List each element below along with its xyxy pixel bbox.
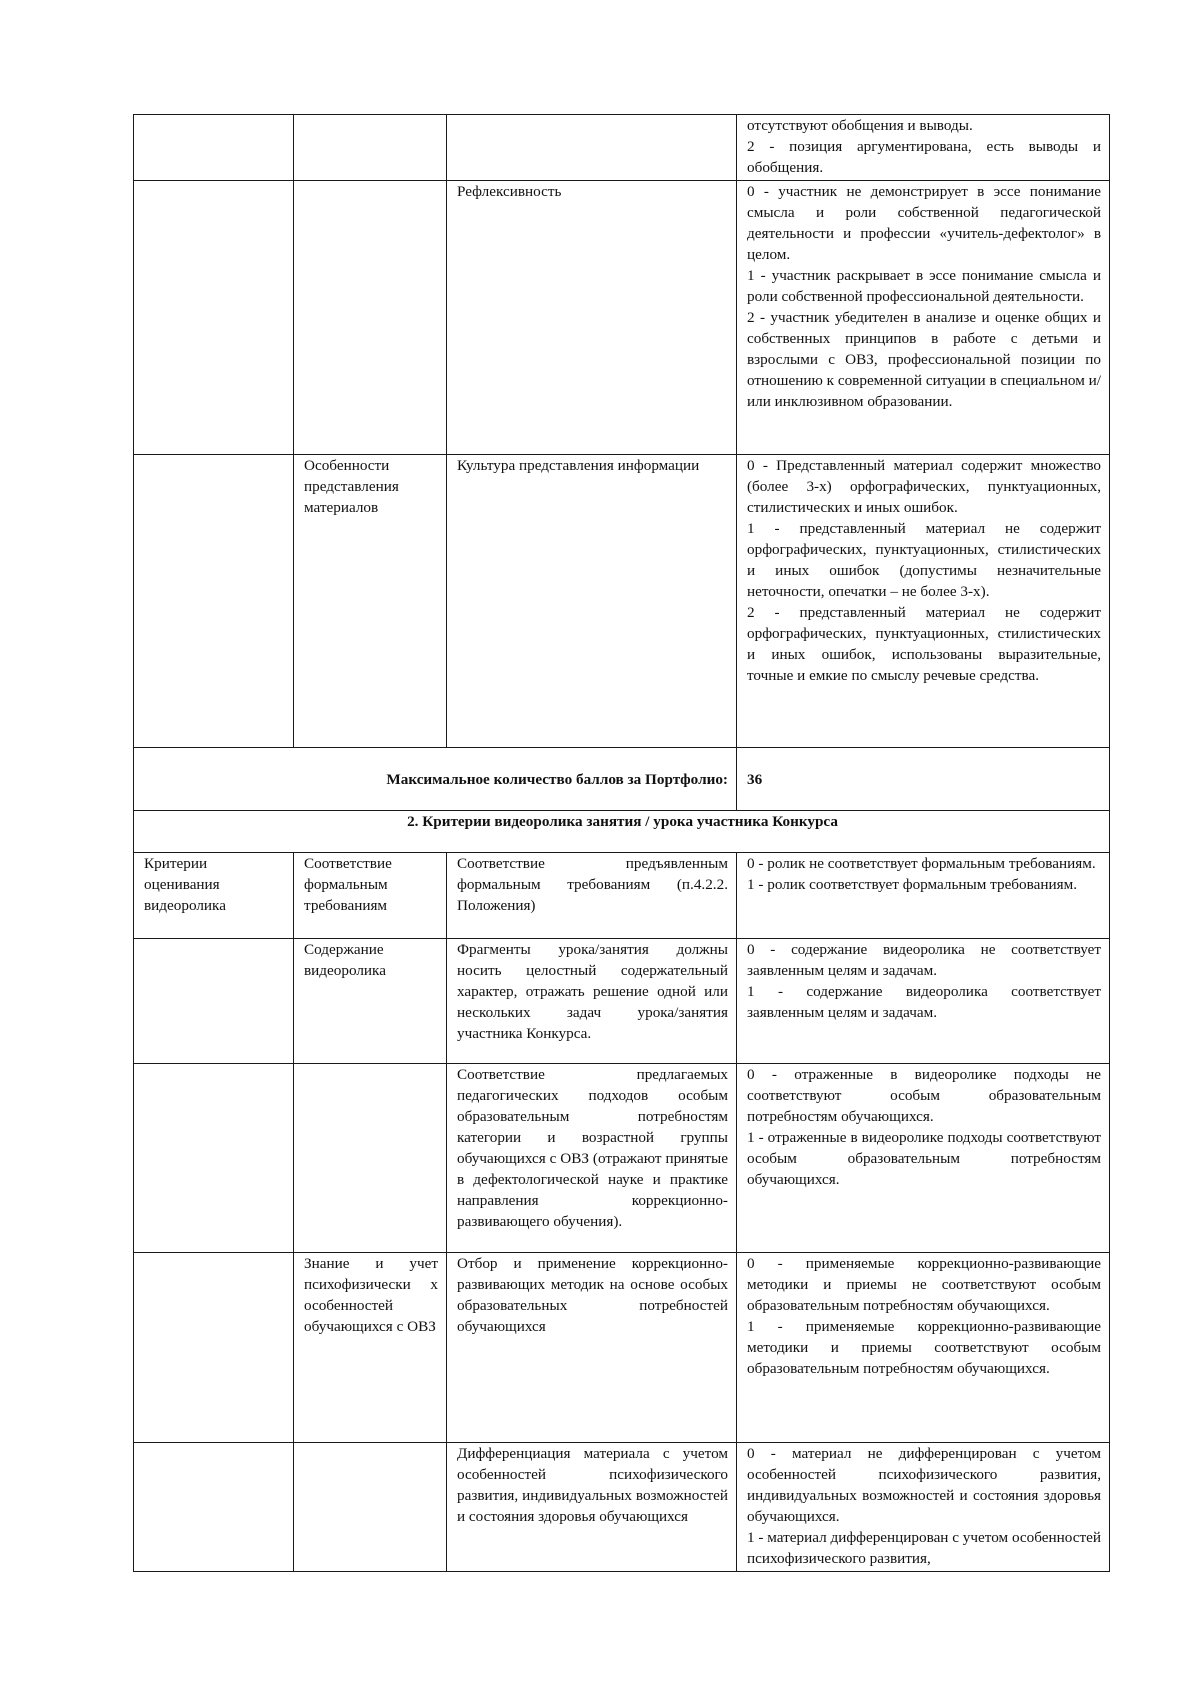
scores-cell: [737, 1253, 1110, 1443]
score-line: 0 - участник не демонстрирует в эссе понимание смысла и роли собственной педагогической деятельности и профессии «учитель-дефектолог» в целом.: [747, 183, 1101, 263]
criteria-cell: [134, 1253, 294, 1443]
indicator-cell: Соответствие формальным требованиям: [294, 853, 447, 939]
max-points-value: 36: [737, 748, 1110, 811]
score-line: 1 - содержание видеоролика соответствует заявленным целям и задачам.: [747, 983, 1101, 1021]
score-line: 0 - содержание видеоролика не соответствует заявленным целям и задачам.: [747, 941, 1101, 979]
max-points-row: [134, 748, 1110, 811]
score-line: 1 - применяемые коррекционно-развивающие методики и приемы соответствуют особым образовательным потребностям обучающихся.: [747, 1318, 1101, 1377]
parameter-cell: Дифференциация материала с учетом особенностей психофизического развития, индивидуальных возможностей и состояния здоровья обучающихся: [447, 1443, 737, 1572]
score-line: 1 - представленный материал не содержит орфографических, пунктуационных, стилистических и иных ошибок (допустимы незначительные неточности, опечатки – не более 3-х).: [747, 520, 1101, 600]
scores-cell: [737, 455, 1110, 748]
score-line: 1 - участник раскрывает в эссе понимание смысла и роли собственной профессиональной деятельности.: [747, 267, 1101, 305]
section-title: 2. Критерии видеоролика занятия / урока участника Конкурса: [134, 811, 1110, 853]
score-line: 1 - отраженные в видеоролике подходы соответствуют особым образовательным потребностям обучающихся.: [747, 1129, 1101, 1188]
score-line: 1 - ролик соответствует формальным требованиям.: [747, 876, 1077, 893]
table-row: [134, 1064, 1110, 1253]
score-line: 2 - участник убедителен в анализе и оценке общих и собственных принципов в работе с детьми и взрослыми с ОВЗ, профессиональной позиции по отношению к современной ситуации в специальном и/или инклюзивном образовании.: [747, 309, 1101, 410]
score-line: 0 - Представленный материал содержит множество (более 3-х) орфографических, пунктуационных, стилистических и иных ошибок.: [747, 457, 1101, 516]
score-line: 0 - материал не дифференцирован с учетом особенностей психофизического развития, индивидуальных возможностей и состояния здоровья обучающихся.: [747, 1445, 1101, 1525]
criteria-cell: [134, 1064, 294, 1253]
section-title-row: [134, 811, 1110, 853]
indicator-cell: [294, 1443, 447, 1572]
criteria-table: [133, 114, 1110, 1572]
table-row: [134, 181, 1110, 455]
scores-cell: [737, 853, 1110, 939]
scores-cell: [737, 115, 1110, 181]
indicator-cell: Особенности представления материалов: [294, 455, 447, 748]
score-line: отсутствуют обобщения и выводы.: [747, 117, 973, 134]
table-row: [134, 939, 1110, 1064]
score-line: 0 - ролик не соответствует формальным требованиям.: [747, 855, 1096, 872]
criteria-cell: [134, 181, 294, 455]
score-line: 2 - позиция аргументирована, есть выводы и обобщения.: [747, 138, 1101, 176]
criteria-cell: [134, 115, 294, 181]
score-line: 1 - материал дифференцирован с учетом особенностей психофизического развития,: [747, 1529, 1101, 1567]
score-line: 0 - применяемые коррекционно-развивающие методики и приемы не соответствуют особым образовательным потребностям обучающихся.: [747, 1255, 1101, 1314]
table-row: [134, 1443, 1110, 1572]
table-row: [134, 115, 1110, 181]
table-row: [134, 853, 1110, 939]
max-points-label: Максимальное количество баллов за Портфолио:: [134, 748, 737, 811]
parameter-cell: Соответствие предлагаемых педагогических подходов особым образовательным потребностям категории и возрастной группы обучающихся с ОВЗ (отражают принятые в дефектологической науке и практике направления коррекционно-развивающего обучения).: [447, 1064, 737, 1253]
scores-cell: [737, 181, 1110, 455]
criteria-cell: [134, 939, 294, 1064]
parameter-cell: [447, 115, 737, 181]
indicator-cell: [294, 115, 447, 181]
indicator-cell: [294, 1064, 447, 1253]
score-line: 2 - представленный материал не содержит орфографических, пунктуационных, стилистических и иных ошибок, использованы выразительные, точные и емкие по смыслу речевые средства.: [747, 604, 1101, 684]
score-line: 0 - отраженные в видеоролике подходы не соответствуют особым образовательным потребностям обучающихся.: [747, 1066, 1101, 1125]
scores-cell: [737, 1064, 1110, 1253]
parameter-cell: Фрагменты урока/занятия должны носить целостный содержательный характер, отражать решение одной или нескольких задач урока/занятия участника Конкурса.: [447, 939, 737, 1064]
criteria-cell: Критерии оценивания видеоролика: [134, 853, 294, 939]
indicator-cell: Знание и учет психофизически х особенностей обучающихся с ОВЗ: [294, 1253, 447, 1443]
parameter-cell: Рефлексивность: [447, 181, 737, 455]
parameter-cell: Отбор и применение коррекционно-развивающих методик на основе особых образовательных потребностей обучающихся: [447, 1253, 737, 1443]
criteria-cell: [134, 455, 294, 748]
scores-cell: [737, 939, 1110, 1064]
indicator-cell: Содержание видеоролика: [294, 939, 447, 1064]
scores-cell: [737, 1443, 1110, 1572]
parameter-cell: Культура представления информации: [447, 455, 737, 748]
table-row: [134, 1253, 1110, 1443]
criteria-cell: [134, 1443, 294, 1572]
parameter-cell: Соответствие предъявленным формальным требованиям (п.4.2.2. Положения): [447, 853, 737, 939]
table-row: [134, 455, 1110, 748]
indicator-cell: [294, 181, 447, 455]
